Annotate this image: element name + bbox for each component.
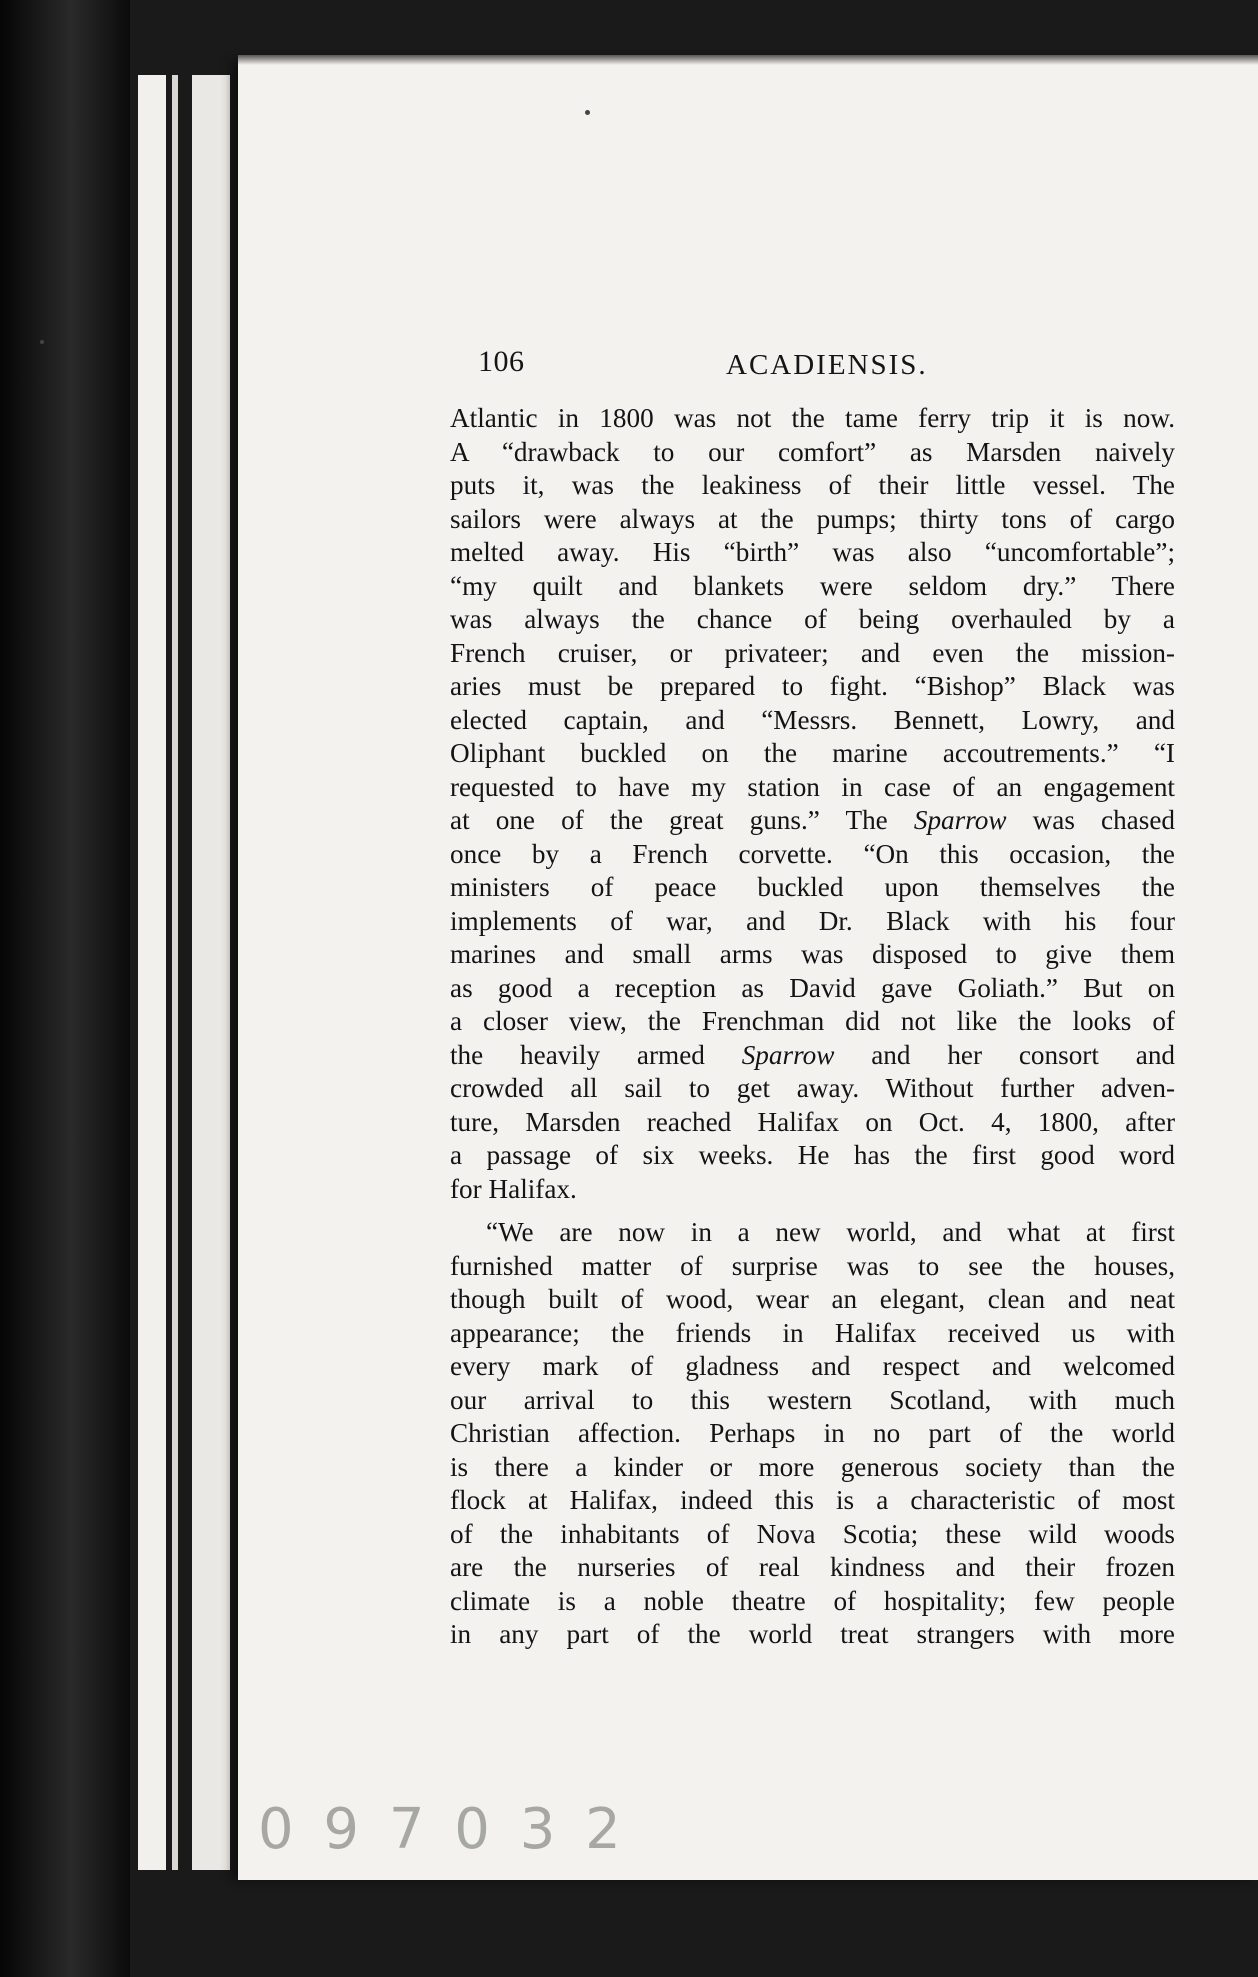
- text-line: melted away. His “birth” was also “uncomfortable”;: [450, 537, 1175, 567]
- text-line: elected captain, and “Messrs. Bennett, Lowry, and: [450, 704, 1175, 735]
- text-line: as good a reception as David gave Goliath.” But on: [450, 972, 1175, 1003]
- scan-page-edge: [192, 75, 230, 1870]
- text-line: marines and small arms was disposed to give them: [450, 939, 1175, 969]
- text-line: at one of the great guns.” The Sparrow was chased: [450, 805, 1175, 835]
- text-line: “my quilt and blankets were seldom dry.” There: [450, 570, 1175, 601]
- text-line: a closer view, the Frenchman did not like the looks of: [450, 1006, 1175, 1036]
- scan-page-edge: [172, 75, 178, 1870]
- text-line: furnished matter of surprise was to see the houses,: [450, 1250, 1175, 1281]
- text-line: French cruiser, or privateer; and even the mission-: [450, 637, 1175, 668]
- text-line: was always the chance of being overhauled by a: [450, 604, 1175, 634]
- text-line: puts it, was the leakiness of their little vessel. The: [450, 470, 1175, 500]
- text-line: our arrival to this western Scotland, with much: [450, 1384, 1175, 1415]
- text-line: Atlantic in 1800 was not the tame ferry trip it is now.: [450, 403, 1175, 433]
- text-line: once by a French corvette. “On this occasion, the: [450, 838, 1175, 869]
- text-line: in any part of the world treat strangers with more: [450, 1619, 1175, 1649]
- text-line: ministers of peace buckled upon themselves the: [450, 872, 1175, 902]
- text-line: flock at Halifax, indeed this is a characteristic of most: [450, 1485, 1175, 1515]
- text-line: Christian affection. Perhaps in no part of the world: [450, 1418, 1175, 1448]
- text-line: the heavily armed Sparrow and her consort and: [450, 1039, 1176, 1070]
- scan-dark-margin: [0, 0, 130, 1977]
- running-title: ACADIENSIS.: [726, 349, 928, 381]
- text-line: sailors were always at the pumps; thirty tons of cargo: [450, 503, 1175, 534]
- text-line: Oliphant buckled on the marine accoutrements.” “I: [450, 738, 1175, 768]
- scan-page-edge: [138, 75, 166, 1870]
- paragraph-2: [450, 1216, 1175, 1652]
- ship-name: Sparrow: [741, 1039, 835, 1070]
- text-line: every mark of gladness and respect and welcomed: [450, 1351, 1175, 1381]
- text-line: of the inhabitants of Nova Scotia; these wild woods: [450, 1518, 1175, 1549]
- text-line: though built of wood, wear an elegant, clean and neat: [450, 1284, 1175, 1314]
- paragraph-1: [450, 402, 1175, 1206]
- page-top-shadow: [238, 55, 1258, 65]
- text-line: is there a kinder or more generous society than the: [450, 1451, 1175, 1482]
- text-line: for Halifax.: [450, 1173, 577, 1204]
- text-line: “We are now in a new world, and what at first: [486, 1217, 1175, 1247]
- text-line: are the nurseries of real kindness and their frozen: [450, 1552, 1175, 1582]
- text-line: implements of war, and Dr. Black with his four: [450, 905, 1175, 936]
- ship-name: Sparrow: [913, 805, 1007, 835]
- archive-stamp: 0 9 7 0 3 2: [258, 1797, 627, 1862]
- page-number: 106: [478, 345, 525, 378]
- text-line: a passage of six weeks. He has the first good word: [450, 1140, 1175, 1170]
- scan-speck: [40, 340, 44, 344]
- text-line: requested to have my station in case of an engagement: [450, 771, 1175, 802]
- body-text: [450, 402, 1175, 1652]
- text-line: crowded all sail to get away. Without further adven-: [450, 1073, 1175, 1103]
- text-line: climate is a noble theatre of hospitality; few people: [450, 1585, 1175, 1616]
- text-line: appearance; the friends in Halifax received us with: [450, 1317, 1175, 1348]
- page-header: [478, 345, 1178, 385]
- text-line: A “drawback to our comfort” as Marsden naively: [450, 436, 1175, 467]
- text-line: aries must be prepared to fight. “Bishop” Black was: [450, 671, 1175, 701]
- scan-speck: [585, 110, 590, 115]
- text-line: ture, Marsden reached Halifax on Oct. 4, 1800, after: [450, 1106, 1175, 1137]
